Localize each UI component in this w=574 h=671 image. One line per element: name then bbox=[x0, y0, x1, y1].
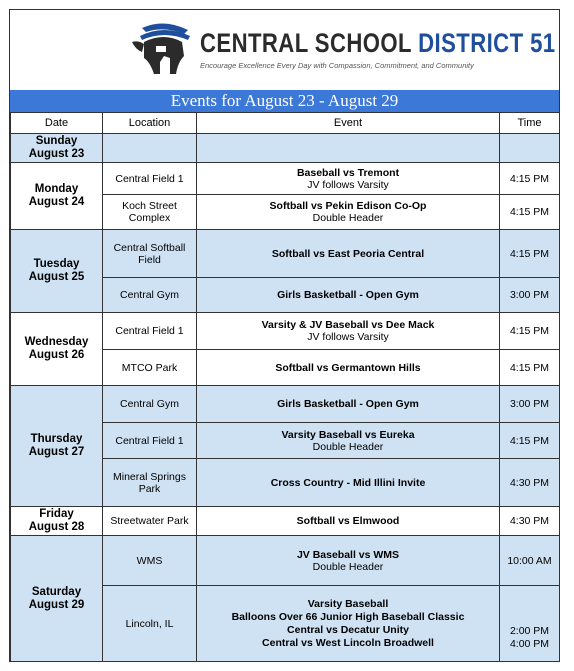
location-cell: Central Field 1 bbox=[103, 163, 197, 195]
flyer-frame bbox=[9, 9, 560, 662]
column-header: Location bbox=[103, 113, 197, 134]
event-cell: JV Baseball vs WMS Double Header bbox=[197, 536, 500, 586]
time-cell: 10:00 AM bbox=[500, 536, 560, 586]
table-row bbox=[11, 230, 560, 278]
location-cell: Central Field 1 bbox=[103, 423, 197, 459]
time-cell: 4:15 PM bbox=[500, 313, 560, 350]
event-cell: Varsity & JV Baseball vs Dee Mack JV follows Varsity bbox=[197, 313, 500, 350]
event-cell: Girls Basketball - Open Gym bbox=[197, 278, 500, 313]
date-cell: Wednesday August 26 bbox=[11, 313, 103, 386]
time-cell: 4:15 PM bbox=[500, 230, 560, 278]
table-row bbox=[11, 313, 560, 350]
event-cell: Cross Country - Mid Illini Invite bbox=[197, 459, 500, 507]
location-cell: Mineral Springs Park bbox=[103, 459, 197, 507]
column-header: Time bbox=[500, 113, 560, 134]
column-header: Date bbox=[11, 113, 103, 134]
location-cell: Central Field 1 bbox=[103, 313, 197, 350]
event-cell bbox=[197, 134, 500, 163]
event-cell: Varsity Baseball Balloons Over 66 Junior High Baseball Classic Central vs Decatur Unity Central vs West Lincoln Broadwell bbox=[197, 586, 500, 662]
location-cell: MTCO Park bbox=[103, 350, 197, 386]
time-cell: 4:30 PM bbox=[500, 507, 560, 536]
event-cell: Softball vs Elmwood bbox=[197, 507, 500, 536]
event-cell: Varsity Baseball vs Eureka Double Header bbox=[197, 423, 500, 459]
location-cell: Central Gym bbox=[103, 278, 197, 313]
location-cell bbox=[103, 134, 197, 163]
events-table bbox=[10, 112, 560, 662]
event-cell: Softball vs East Peoria Central bbox=[197, 230, 500, 278]
date-cell: Tuesday August 25 bbox=[11, 230, 103, 313]
location-cell: Streetwater Park bbox=[103, 507, 197, 536]
date-cell: Friday August 28 bbox=[11, 507, 103, 536]
table-row bbox=[11, 134, 560, 163]
table-row bbox=[11, 536, 560, 586]
event-cell: Baseball vs Tremont JV follows Varsity bbox=[197, 163, 500, 195]
time-cell: 4:30 PM bbox=[500, 459, 560, 507]
tagline: Encourage Excellence Every Day with Compassion, Commitment, and Community bbox=[200, 61, 474, 70]
events-banner: Events for August 23 - August 29 bbox=[10, 90, 559, 112]
header bbox=[10, 10, 559, 90]
location-cell: WMS bbox=[103, 536, 197, 586]
date-cell: Saturday August 29 bbox=[11, 536, 103, 662]
location-cell: Lincoln, IL bbox=[103, 586, 197, 662]
time-cell bbox=[500, 134, 560, 163]
location-cell: Koch Street Complex bbox=[103, 195, 197, 230]
table-row bbox=[11, 163, 560, 195]
event-cell: Softball vs Germantown Hills bbox=[197, 350, 500, 386]
table-header-row bbox=[11, 113, 560, 134]
column-header: Event bbox=[197, 113, 500, 134]
event-cell: Softball vs Pekin Edison Co-Op Double Header bbox=[197, 195, 500, 230]
time-cell: 3:00 PM bbox=[500, 278, 560, 313]
date-cell: Thursday August 27 bbox=[11, 386, 103, 507]
location-cell: Central Gym bbox=[103, 386, 197, 423]
date-cell: Monday August 24 bbox=[11, 163, 103, 230]
time-cell: 4:15 PM bbox=[500, 350, 560, 386]
time-cell: 4:15 PM bbox=[500, 195, 560, 230]
table-row bbox=[11, 507, 560, 536]
time-cell: 2:00 PM 4:00 PM bbox=[500, 586, 560, 662]
date-cell: Sunday August 23 bbox=[11, 134, 103, 163]
event-cell: Girls Basketball - Open Gym bbox=[197, 386, 500, 423]
org-name: CENTRAL SCHOOL DISTRICT 51 bbox=[200, 28, 556, 58]
time-cell: 4:15 PM bbox=[500, 423, 560, 459]
location-cell: Central Softball Field bbox=[103, 230, 197, 278]
time-cell: 4:15 PM bbox=[500, 163, 560, 195]
table-row bbox=[11, 386, 560, 423]
spartan-helmet-icon bbox=[130, 22, 198, 78]
time-cell: 3:00 PM bbox=[500, 386, 560, 423]
